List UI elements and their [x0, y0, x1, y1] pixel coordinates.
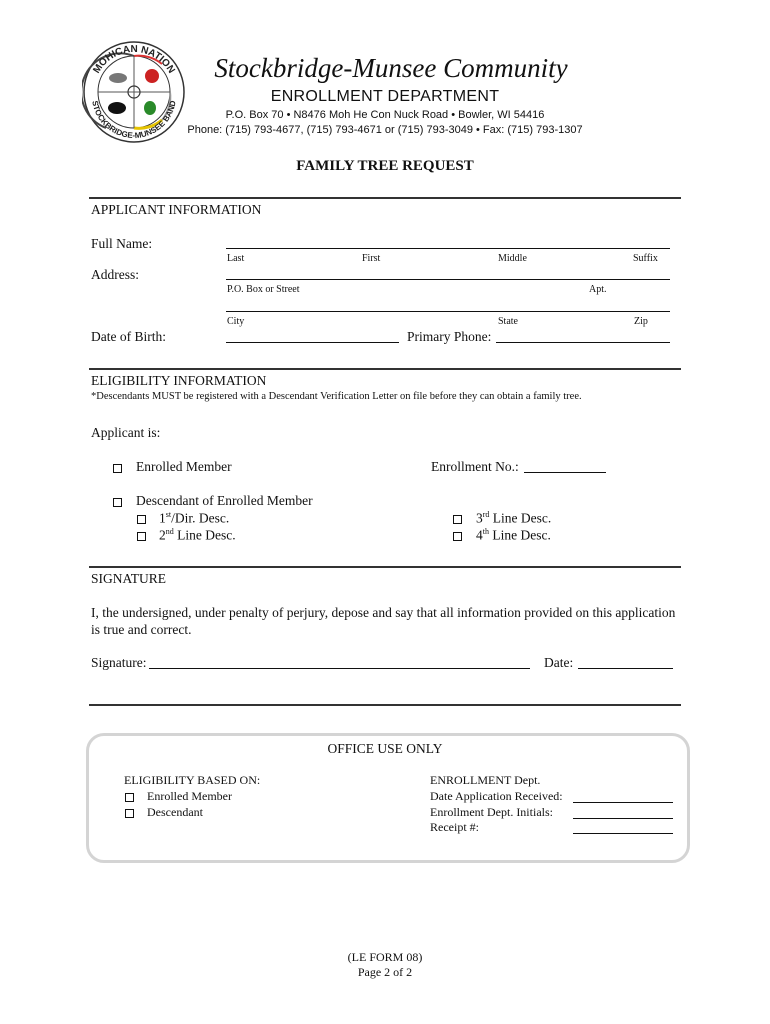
descendant-label: Descendant of Enrolled Member	[136, 493, 313, 508]
applicant-is-label: Applicant is:	[91, 425, 161, 440]
department-name: ENROLLMENT DEPARTMENT	[270, 88, 500, 105]
office-descendant-label: Descendant	[147, 805, 203, 819]
section-divider	[89, 566, 681, 568]
zip-caption: Zip	[634, 316, 648, 327]
date-received-label: Date Application Received:	[430, 789, 563, 803]
applicant-section-title: APPLICANT INFORMATION	[91, 202, 262, 217]
dob-label: Date of Birth:	[91, 329, 166, 344]
date-field[interactable]	[578, 668, 673, 669]
signature-section-title: SIGNATURE	[91, 571, 167, 586]
primary-phone-field[interactable]	[496, 342, 670, 343]
section-divider	[89, 197, 681, 199]
fourth-line-label: 4th Line Desc.	[476, 527, 551, 543]
full-name-label: Full Name:	[91, 236, 153, 251]
city-state-zip-field[interactable]	[226, 311, 670, 312]
signature-label: Signature:	[91, 655, 147, 670]
dept-initials-label: Enrollment Dept. Initials:	[430, 805, 553, 819]
dept-initials-field[interactable]	[573, 818, 673, 819]
enrollment-no-field[interactable]	[524, 472, 606, 473]
suffix-caption: Suffix	[633, 253, 658, 264]
address-label: Address:	[91, 267, 139, 282]
eligibility-note: *Descendants MUST be registered with a Descendant Verification Letter on file before they can obtain a family tree.	[91, 391, 582, 402]
street-field[interactable]	[226, 279, 670, 280]
org-address: P.O. Box 70 • N8476 Moh He Con Nuck Road • Bowler, WI 54416	[225, 109, 545, 121]
date-received-field[interactable]	[573, 802, 673, 803]
section-divider	[89, 368, 681, 370]
street-caption: P.O. Box or Street	[227, 284, 300, 295]
state-caption: State	[498, 316, 518, 327]
receipt-field[interactable]	[573, 833, 673, 834]
section-divider	[89, 704, 681, 706]
receipt-label: Receipt #:	[430, 820, 479, 834]
page-number: Page 2 of 2	[357, 965, 413, 979]
second-line-checkbox[interactable]	[137, 532, 146, 541]
first-line-checkbox[interactable]	[137, 515, 146, 524]
org-name: Stockbridge-Munsee Community	[214, 53, 568, 83]
seal-bottom-text: STOCKBRIDGE-MUNSEE BAND	[90, 99, 178, 141]
office-enrolled-member-label: Enrolled Member	[147, 789, 232, 803]
eligibility-based-on-label: ELIGIBILITY BASED ON:	[124, 773, 261, 787]
date-label: Date:	[544, 655, 574, 670]
third-line-checkbox[interactable]	[453, 515, 462, 524]
descendant-checkbox[interactable]	[113, 498, 122, 507]
middle-name-caption: Middle	[498, 253, 527, 264]
office-descendant-checkbox[interactable]	[125, 809, 134, 818]
third-line-label: 3rd Line Desc.	[476, 510, 552, 526]
office-use-title: OFFICE USE ONLY	[327, 741, 443, 756]
fourth-line-checkbox[interactable]	[453, 532, 462, 541]
second-line-label: 2nd Line Desc.	[159, 527, 236, 543]
first-name-caption: First	[362, 253, 381, 264]
apt-caption: Apt.	[589, 284, 607, 295]
org-phone: Phone: (715) 793-4677, (715) 793-4671 or (715) 793-3049 • Fax: (715) 793-1307	[187, 124, 583, 136]
first-line-label: 1st/Dir. Desc.	[159, 510, 230, 526]
form-title: FAMILY TREE REQUEST	[296, 158, 474, 174]
form-id: (LE FORM 08)	[347, 950, 423, 964]
full-name-field[interactable]	[226, 248, 670, 249]
signature-field[interactable]	[149, 668, 530, 669]
office-enrolled-member-checkbox[interactable]	[125, 793, 134, 802]
city-caption: City	[227, 316, 245, 327]
eligibility-section-title: ELIGIBILITY INFORMATION	[91, 373, 267, 388]
seal-top-text: MOHICAN NATION	[91, 43, 177, 76]
enrolled-member-checkbox[interactable]	[113, 464, 122, 473]
enrollment-no-label: Enrollment No.:	[431, 459, 519, 474]
enrollment-dept-label: ENROLLMENT Dept.	[430, 773, 541, 787]
dob-field[interactable]	[226, 342, 399, 343]
perjury-statement: I, the undersigned, under penalty of perjury, depose and say that all information provided on this application is true and correct.	[91, 605, 676, 637]
primary-phone-label: Primary Phone:	[407, 329, 492, 344]
last-name-caption: Last	[227, 253, 245, 264]
enrolled-member-label: Enrolled Member	[136, 459, 232, 474]
